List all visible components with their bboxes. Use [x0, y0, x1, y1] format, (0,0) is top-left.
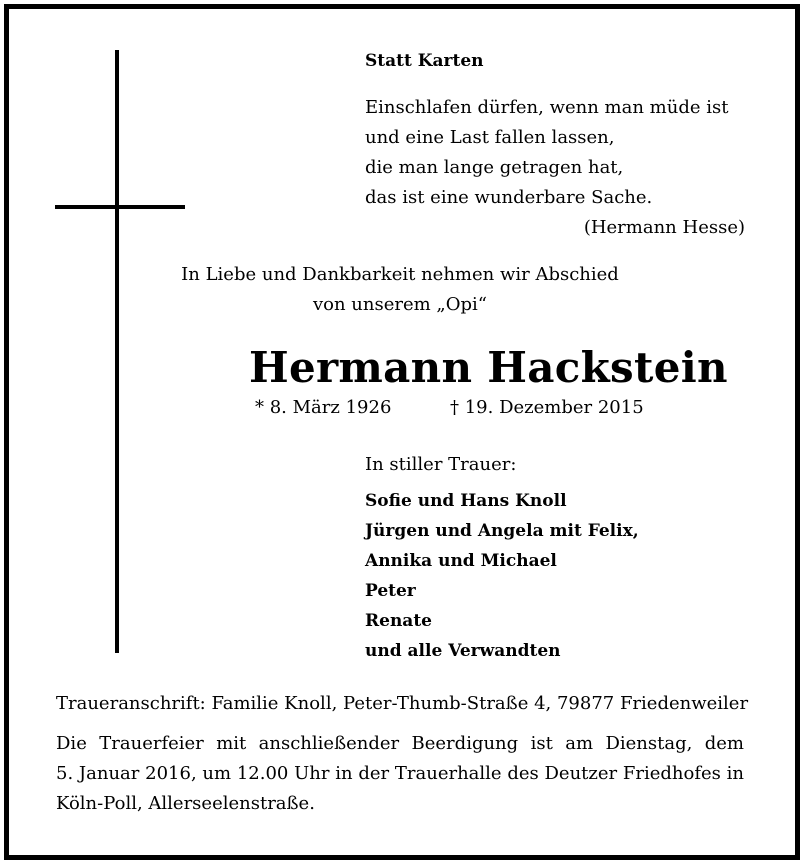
mourners-list	[365, 486, 639, 666]
mourning-address: Traueranschrift: Familie Knoll, Peter-Thumb-Straße 4, 79877 Friedenweiler	[56, 693, 749, 714]
poem-line: und eine Last fallen lassen,	[365, 127, 615, 148]
cross-icon	[115, 50, 119, 653]
ceremony-line: Köln-Poll, Allerseelenstraße.	[56, 793, 315, 814]
mourner-name: Peter	[365, 581, 416, 601]
ceremony-line: Die Trauerfeier mit anschließender Beerdigung ist am Dienstag, dem	[56, 733, 744, 754]
poem-line: die man lange getragen hat,	[365, 157, 624, 178]
poem	[365, 93, 728, 213]
ceremony-line: 5. Januar 2016, um 12.00 Uhr in der Trauerhalle des Deutzer Friedhofes in	[56, 763, 744, 784]
farewell-text	[150, 260, 650, 320]
death-date: † 19. Dezember 2015	[450, 397, 644, 418]
mourner-name: Annika und Michael	[365, 551, 557, 571]
poem-line: Einschlafen dürfen, wenn man müde ist	[365, 97, 729, 118]
poem-author: (Hermann Hesse)	[583, 217, 745, 238]
farewell-line: von unserem „Opi“	[312, 294, 487, 315]
cross-icon-bar	[55, 205, 185, 209]
mourner-name: Renate	[365, 611, 432, 631]
poem-line: das ist eine wunderbare Sache.	[365, 187, 653, 208]
mourning-intro: In stiller Trauer:	[365, 454, 517, 475]
ceremony-info	[56, 729, 744, 819]
deceased-name: Hermann Hackstein	[249, 343, 728, 392]
mourner-name: und alle Verwandten	[365, 641, 561, 661]
statt-karten-heading: Statt Karten	[365, 51, 484, 71]
mourner-name: Sofie und Hans Knoll	[365, 491, 567, 511]
birth-date: * 8. März 1926	[255, 397, 392, 418]
farewell-line: In Liebe und Dankbarkeit nehmen wir Abschied	[181, 264, 619, 285]
mourner-name: Jürgen und Angela mit Felix,	[365, 521, 639, 541]
